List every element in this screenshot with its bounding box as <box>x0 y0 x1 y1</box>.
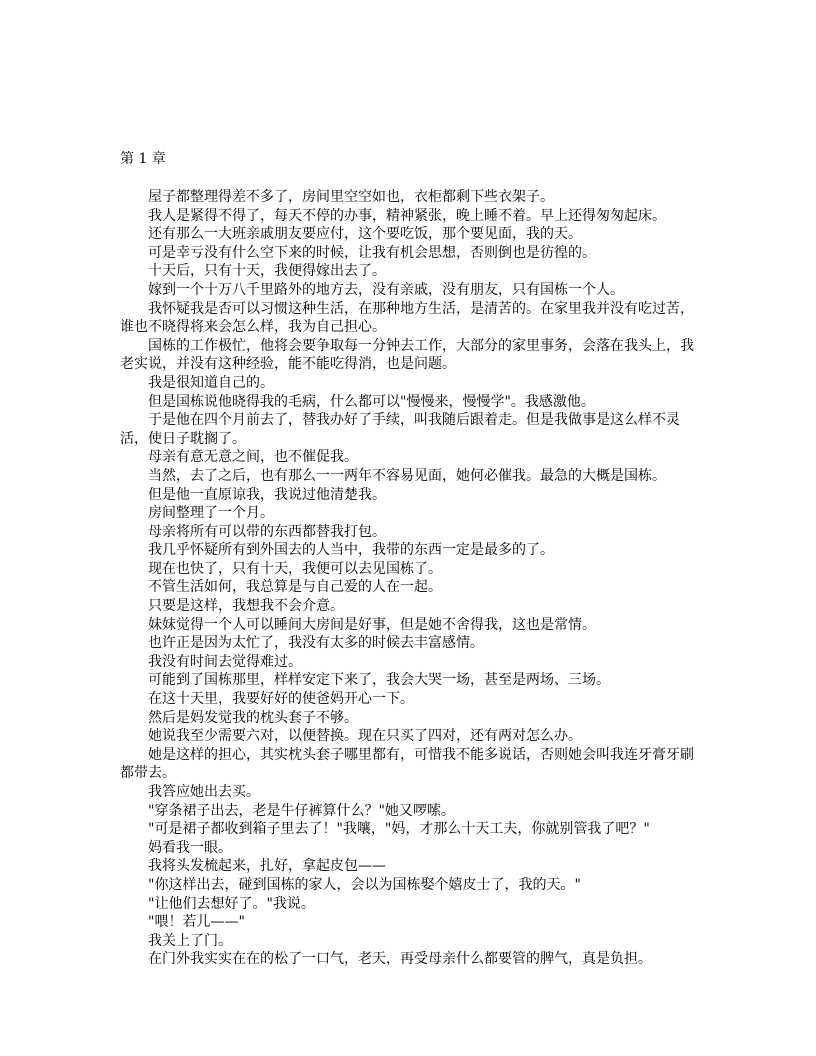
paragraph: 在这十天里，我要好好的使爸妈开心一下。 <box>148 691 414 708</box>
paragraph: 嫁到一个十万八千里路外的地方去，没有亲戚，没有朋友，只有国栋一个人。 <box>148 281 624 298</box>
paragraph: 母亲有意无意之间，也不催促我。 <box>148 449 358 466</box>
paragraph: 于是他在四个月前去了，替我办好了手续，叫我随后跟着走。但是我做事是这么样不灵活，使日子耽搁了。 <box>120 412 680 447</box>
paragraph: 但是国栋说他晓得我的毛病，什么都可以"慢慢来，慢慢学"。我感激他。 <box>148 393 595 410</box>
paragraph: 母亲将所有可以带的东西都替我打包。 <box>148 523 386 540</box>
paragraph: 国栋的工作极忙，他将会要争取每一分钟去工作，大部分的家里事务，会落在我头上，我老实说，并没有这种经验，能不能吃得消，也是问题。 <box>120 337 694 373</box>
paragraph: 只要是这样，我想我不会介意。 <box>148 598 344 615</box>
paragraph: 可能到了国栋那里，样样安定下来了，我会大哭一场，甚至是两场、三场。 <box>148 672 610 689</box>
paragraph: 我几乎怀疑所有到外国去的人当中，我带的东西一定是最多的了。 <box>148 542 554 559</box>
paragraph: 然后是妈发觉我的枕头套子不够。 <box>148 709 358 726</box>
paragraph: 屋子都整理得差不多了，房间里空空如也，衣柜都剩下些衣架子。 <box>148 189 554 205</box>
paragraph: "可是裙子都收到箱子里去了！"我嚷，"妈，才那么十天工夫，你就别管我了吧？" <box>148 821 650 838</box>
paragraph: 我是很知道自己的。 <box>148 374 274 391</box>
paragraph: "穿条裙子出去，老是牛仔裤算什么？"她又啰嗦。 <box>148 802 455 819</box>
paragraph: 妈看我一眼。 <box>148 839 232 856</box>
chapter-title: 第 1 章 <box>120 151 166 167</box>
paragraph: "你这样出去，碰到国栋的家人，会以为国栋娶个嬉皮士了，我的天。" <box>148 876 581 893</box>
paragraph: 我将头发梳起来，扎好，拿起皮包—— <box>148 858 386 875</box>
paragraph: 可是幸亏没有什么空下来的时候，让我有机会思想，否则倒也是彷徨的。 <box>148 244 596 261</box>
paragraph: 我没有时间去觉得难过。 <box>148 653 302 670</box>
paragraph: "让他们去想好了。"我说。 <box>148 895 315 912</box>
paragraph: 我怀疑我是否可以习惯这种生活，在那种地方生活，是清苦的。在家里我并没有吃过苦，谁也不晓得将来会怎么样，我为自己担心。 <box>120 300 694 336</box>
paragraph: 十天后，只有十天，我便得嫁出去了。 <box>148 263 386 280</box>
paragraph: 妹妹觉得一个人可以睡间大房间是好事，但是她不舍得我，这也是常情。 <box>148 616 596 633</box>
paragraph: "喂！若儿——" <box>148 914 245 931</box>
paragraph: 现在也快了，只有十天，我便可以去见国栋了。 <box>148 560 442 577</box>
paragraph: 当然，去了之后，也有那么一一两年不容易见面，她何必催我。最急的大概是国栋。 <box>148 467 666 484</box>
paragraph: 但是他一直原谅我，我说过他清楚我。 <box>148 486 386 503</box>
paragraph: 不管生活如何，我总算是与自己爱的人在一起。 <box>148 579 442 596</box>
paragraph: 她是这样的担心，其实枕头套子哪里都有，可惜我不能多说话，否则她会叫我连牙膏牙刷都带去。 <box>120 746 694 782</box>
paragraph: 她说我至少需要六对，以便替换。现在只买了四对，还有两对怎么办。 <box>148 728 582 745</box>
paragraph: 还有那么一大班亲戚朋友要应付，这个要吃饭，那个要见面，我的天。 <box>148 226 582 243</box>
paragraph: 我关上了门。 <box>148 932 232 949</box>
paragraph: 我人是紧得不得了，每天不停的办事，精神紧张，晚上睡不着。早上还得匆匆起床。 <box>148 207 666 224</box>
paragraph: 也许正是因为太忙了，我没有太多的时候去丰富感情。 <box>148 635 484 652</box>
chapter-body <box>120 188 700 969</box>
paragraph: 房间整理了一个月。 <box>148 505 274 522</box>
paragraph: 在门外我实实在在的松了一口气，老天，再受母亲什么都要管的脾气，真是负担。 <box>148 951 652 968</box>
paragraph: 我答应她出去买。 <box>148 784 260 800</box>
